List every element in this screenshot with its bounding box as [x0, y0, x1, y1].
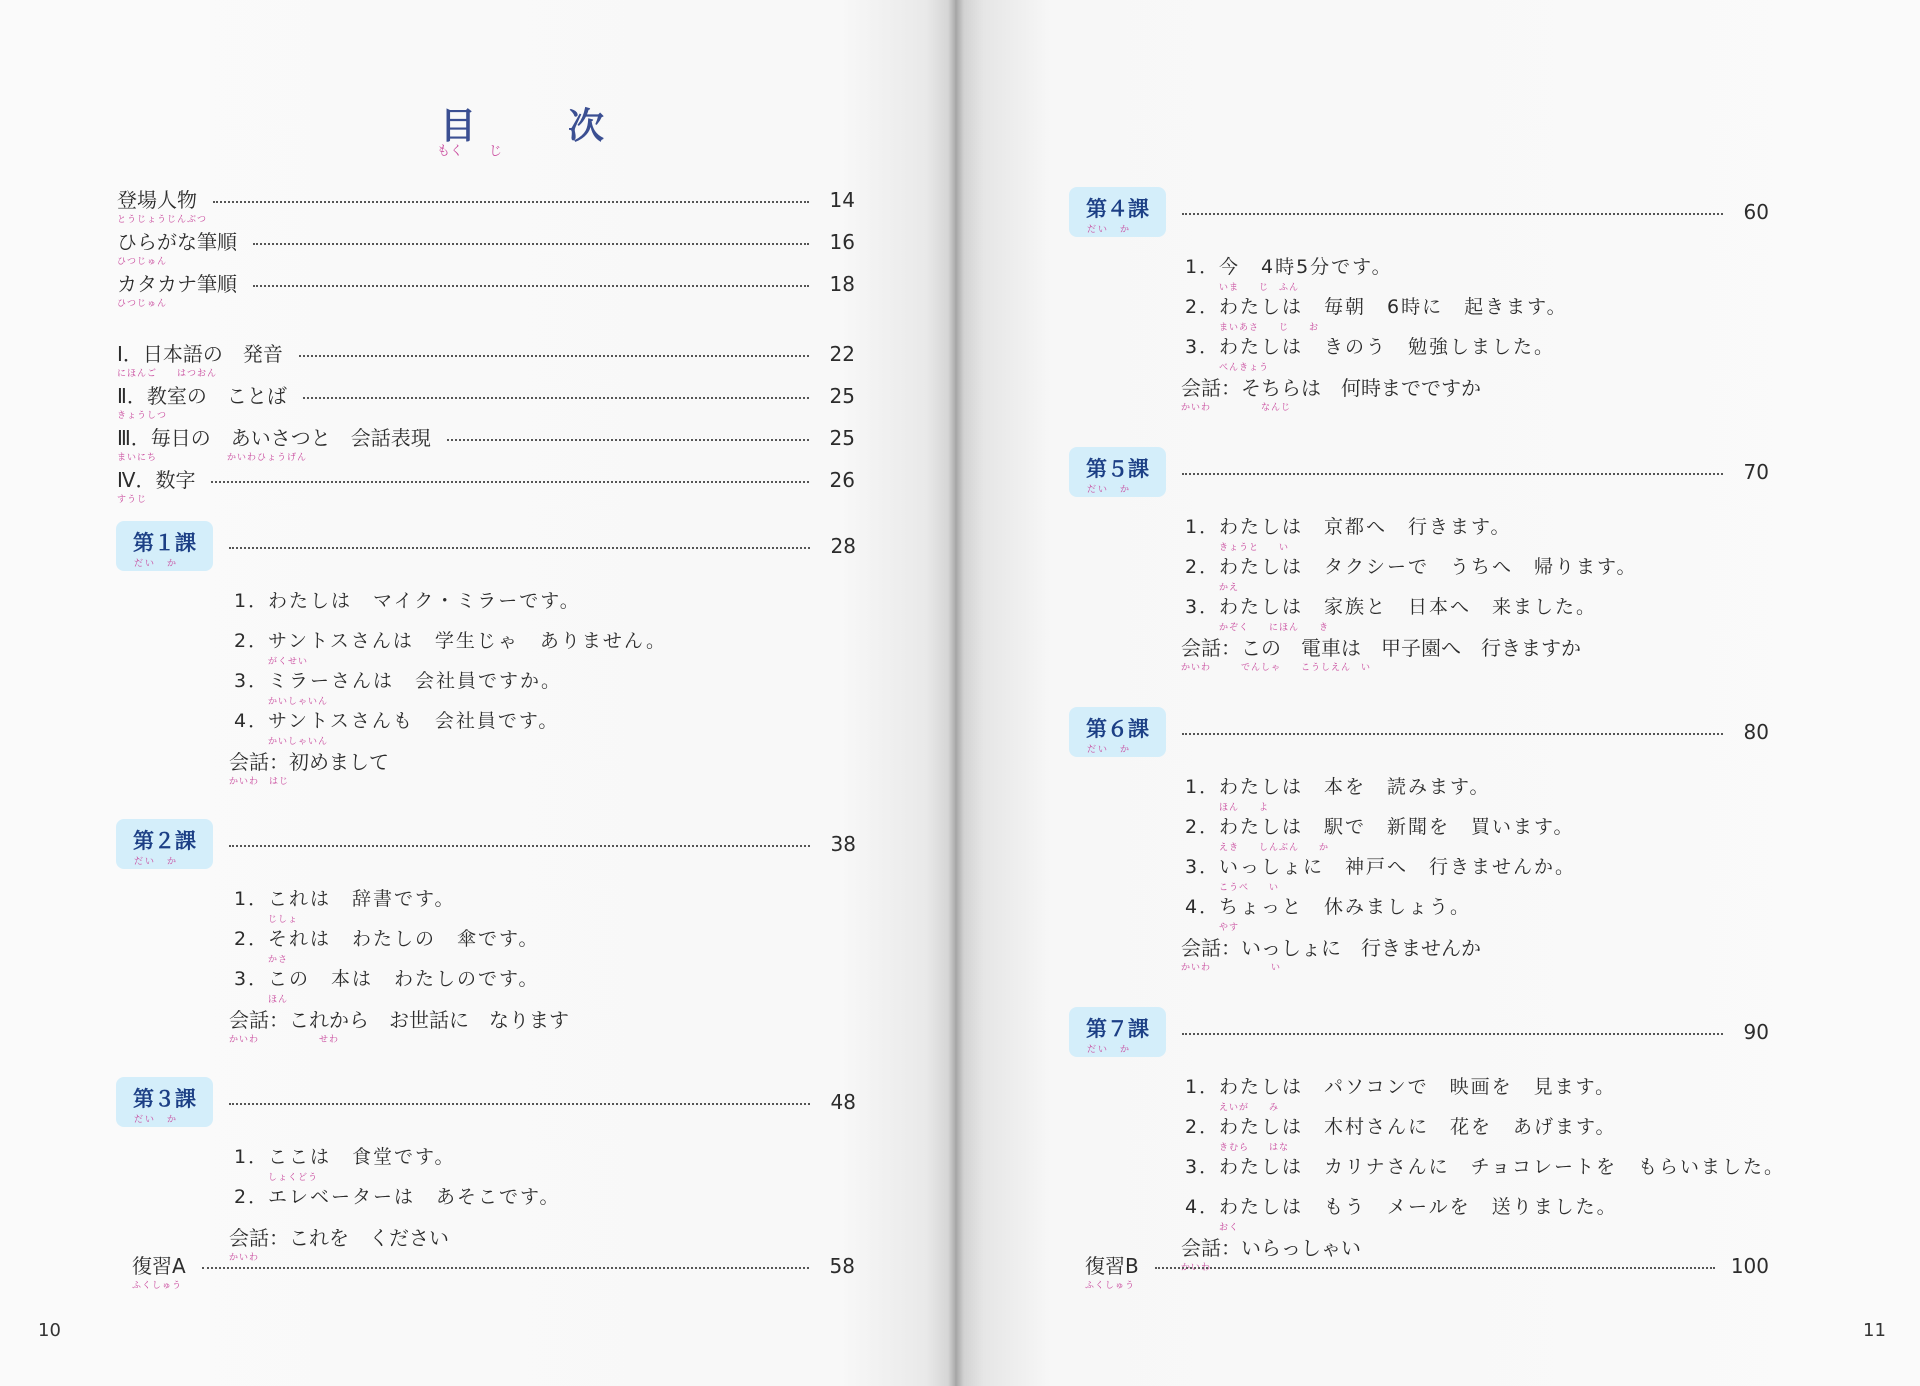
item-text: わたしは マイク・ミラーです。	[268, 590, 581, 612]
right-page	[955, 0, 1920, 1386]
lesson-ruby: だい か	[134, 857, 179, 867]
item-number: 2．	[234, 630, 270, 652]
lesson-item	[1185, 512, 1511, 552]
conversation-text: 会話：そちらは 何時までですか	[1181, 376, 1481, 400]
item-number: 2．	[1185, 556, 1221, 578]
conversation-ruby: かいわ せわ	[229, 1035, 340, 1045]
lesson-label: 第２課	[133, 829, 196, 853]
item-text: これは 辞書です。	[268, 888, 456, 910]
lesson-item	[234, 666, 562, 706]
toc-label-text: Ⅰ．日本語の 発音	[117, 341, 283, 366]
item-text: いっしょに 神戸へ 行きませんか。	[1219, 856, 1577, 878]
toc-title-ruby	[437, 140, 502, 159]
toc-label	[117, 184, 208, 225]
item-text: エレベーターは あそこです。	[268, 1186, 561, 1208]
lesson-ruby: だい か	[1087, 1045, 1132, 1055]
dot-leader	[253, 243, 809, 245]
toc-ruby: ふくしゅう	[1085, 1280, 1136, 1291]
item-ruby: かぞく にほん き	[1219, 623, 1330, 633]
toc-label	[117, 226, 237, 267]
toc-label-text: ひらがな筆順	[117, 229, 237, 254]
conversation-text: 会話：初めまして	[229, 750, 389, 774]
item-ruby: いま じ ふん	[1219, 283, 1300, 293]
item-text: わたしは 京都へ 行きます。	[1219, 516, 1512, 538]
lesson-badge	[116, 521, 213, 571]
item-text: 今 4時5分です。	[1219, 256, 1393, 278]
intro-entry	[117, 460, 855, 505]
toc-label-text: 復習B	[1085, 1253, 1139, 1278]
conversation-text: 会話：いっしょに 行きませんか	[1181, 936, 1481, 960]
lesson-badge	[116, 819, 213, 869]
intro-entry	[117, 334, 855, 379]
toc-label-text: Ⅳ．数字	[117, 467, 196, 492]
lesson-item	[1185, 552, 1637, 592]
item-text: わたしは 家族と 日本へ 来ました。	[1219, 596, 1598, 618]
item-number: 3．	[234, 670, 270, 692]
conversation-ruby: かいわ はじ	[229, 777, 290, 787]
page-number: 60	[1743, 200, 1769, 224]
dot-leader	[253, 285, 809, 287]
lesson-item	[1185, 252, 1393, 292]
lesson-heading-4	[1069, 1012, 1769, 1055]
conversation-ruby: かいわ い	[1181, 963, 1282, 973]
conversation-title	[1181, 632, 1581, 672]
lesson-badge	[1069, 707, 1166, 757]
dot-leader	[447, 439, 809, 441]
lesson-heading-1	[1069, 192, 1769, 235]
item-number: 1．	[1185, 256, 1221, 278]
item-ruby: かえ	[1219, 583, 1240, 593]
item-ruby: やす	[1219, 923, 1240, 933]
lesson-badge	[1069, 187, 1166, 237]
page-number: 58	[829, 1254, 855, 1278]
item-number: 1．	[1185, 1076, 1221, 1098]
toc-label	[117, 422, 431, 463]
lesson-label: 第７課	[1086, 1017, 1149, 1041]
lesson-item	[1185, 772, 1490, 812]
review-entry	[1085, 1246, 1769, 1291]
conversation-ruby: かいわ でんしゃ こうしえん い	[1181, 663, 1372, 673]
lesson-heading-1	[116, 526, 856, 569]
front-entry	[117, 264, 855, 309]
item-number: 2．	[234, 1186, 270, 1208]
lesson-ruby: だい か	[134, 559, 179, 569]
lesson-ruby: だい か	[1087, 745, 1132, 755]
dot-leader	[299, 355, 809, 357]
lesson-heading-2	[1069, 452, 1769, 495]
item-text: わたしは 本を 読みます。	[1219, 776, 1491, 798]
intro-entry	[117, 418, 855, 463]
lesson-item	[234, 706, 559, 746]
lesson-badge	[1069, 447, 1166, 497]
dot-leader	[1182, 733, 1723, 735]
page-number: 90	[1743, 1020, 1769, 1044]
lesson-item	[1185, 1072, 1616, 1112]
page-number: 16	[829, 230, 855, 254]
lesson-ruby: だい か	[134, 1115, 179, 1125]
page-number: 18	[829, 272, 855, 296]
toc-title-ruby-text: もく じ	[437, 144, 503, 159]
item-number: 3．	[1185, 336, 1221, 358]
item-ruby: じしょ	[268, 915, 299, 925]
lesson-item	[1185, 1112, 1616, 1152]
item-text: サントスさんは 学生じゃ ありません。	[268, 630, 668, 652]
item-text: わたしは 毎朝 6時に 起きます。	[1219, 296, 1568, 318]
dot-leader	[1182, 473, 1723, 475]
item-number: 1．	[234, 888, 270, 910]
lesson-heading-2	[116, 824, 856, 867]
item-text: わたしは 木村さんに 花を あげます。	[1219, 1116, 1617, 1138]
page-folio	[38, 1320, 61, 1341]
lesson-ruby: だい か	[1087, 225, 1132, 235]
conversation-title	[1181, 372, 1481, 412]
lesson-item	[1185, 892, 1471, 932]
left-page	[0, 0, 955, 1386]
item-ruby: おく	[1219, 1223, 1240, 1233]
conversation-ruby: かいわ なんじ	[1181, 403, 1292, 413]
lesson-item	[234, 884, 455, 924]
page-folio	[1863, 1320, 1886, 1341]
item-text: わたしは パソコンで 映画を 見ます。	[1219, 1076, 1617, 1098]
toc-label-text: 登場人物	[117, 187, 197, 212]
item-number: 1．	[234, 590, 270, 612]
item-number: 2．	[1185, 1116, 1221, 1138]
item-text: わたしは きのう 勉強しました。	[1219, 336, 1556, 358]
lesson-item	[1185, 852, 1576, 892]
page-number: 26	[829, 468, 855, 492]
toc-label-text: Ⅱ．教室の ことば	[117, 383, 287, 408]
item-ruby: こうべ い	[1219, 883, 1280, 893]
lesson-label: 第１課	[133, 531, 196, 555]
toc-ruby: きょうしつ	[117, 410, 168, 421]
review-entry	[132, 1246, 855, 1291]
dot-leader	[202, 1267, 809, 1269]
page-number: 80	[1743, 720, 1769, 744]
page-number: 100	[1730, 1254, 1769, 1278]
lesson-label: 第６課	[1086, 717, 1149, 741]
lesson-item	[234, 586, 581, 626]
item-text: ミラーさんは 会社員ですか。	[268, 670, 563, 692]
page-number: 48	[830, 1090, 856, 1114]
lesson-item	[1185, 292, 1568, 332]
folio-text: 11	[1863, 1320, 1886, 1341]
lesson-item	[1185, 592, 1597, 632]
item-text: この 本は わたしのです。	[268, 968, 540, 990]
conversation-title	[229, 746, 389, 786]
toc-ruby: ひつじゅん	[117, 298, 168, 309]
toc-ruby: にほんご はつおん	[117, 368, 218, 379]
toc-ruby: とうじょうじんぶつ	[117, 214, 208, 225]
lesson-item	[234, 1142, 455, 1182]
item-ruby: ほん	[268, 995, 289, 1005]
toc-label	[117, 380, 287, 421]
lesson-item	[1185, 1152, 1785, 1192]
lesson-badge	[1069, 1007, 1166, 1057]
item-number: 3．	[1185, 1156, 1221, 1178]
lesson-label: 第４課	[1086, 197, 1149, 221]
dot-leader	[1182, 213, 1723, 215]
lesson-item	[234, 1182, 560, 1222]
lesson-item	[234, 964, 539, 1004]
dot-leader	[229, 547, 810, 549]
item-ruby: がくせい	[268, 657, 309, 667]
page-number: 70	[1743, 460, 1769, 484]
lesson-badge	[116, 1077, 213, 1127]
item-text: サントスさんも 会社員です。	[268, 710, 560, 732]
item-number: 2．	[1185, 816, 1221, 838]
lesson-label: 第３課	[133, 1087, 196, 1111]
lesson-item	[1185, 332, 1555, 372]
item-ruby: かいしゃいん	[268, 697, 329, 707]
conversation-text: 会話：これから お世話に なります	[229, 1008, 569, 1032]
front-entry	[117, 180, 855, 225]
page-number: 14	[829, 188, 855, 212]
page-number: 38	[830, 832, 856, 856]
toc-label-text: 復習A	[132, 1253, 186, 1278]
toc-ruby: ひつじゅん	[117, 256, 168, 267]
toc-label-text: カタカナ筆順	[117, 271, 237, 296]
dot-leader	[1155, 1267, 1715, 1269]
toc-label	[132, 1250, 186, 1291]
page-number: 22	[829, 342, 855, 366]
dot-leader	[229, 1103, 810, 1105]
dot-leader	[229, 845, 810, 847]
lesson-item	[1185, 812, 1574, 852]
toc-ruby: まいにち かいわひょうげん	[117, 452, 308, 463]
book-gutter	[948, 0, 964, 1386]
item-ruby: まいあさ じ お	[1219, 323, 1320, 333]
intro-entry	[117, 376, 855, 421]
toc-label	[117, 268, 237, 309]
toc-title-text: 目 次	[440, 106, 633, 147]
lesson-heading-3	[116, 1082, 856, 1125]
toc-label	[117, 464, 196, 505]
toc-label	[1085, 1250, 1139, 1291]
page-number: 25	[829, 426, 855, 450]
toc-label-text: Ⅲ．毎日の あいさつと 会話表現	[117, 425, 431, 450]
lesson-item	[234, 626, 667, 666]
lesson-item	[234, 924, 539, 964]
item-number: 1．	[234, 1146, 270, 1168]
item-number: 1．	[1185, 516, 1221, 538]
toc-label	[117, 338, 283, 379]
toc-ruby: すうじ	[117, 494, 148, 505]
item-number: 4．	[1185, 896, 1221, 918]
item-text: わたしは 駅で 新聞を 買います。	[1219, 816, 1575, 838]
item-text: わたしは もう メールを 送りました。	[1219, 1196, 1618, 1218]
conversation-ruby: かいわ	[229, 1253, 260, 1263]
item-text: それは わたしの 傘です。	[268, 928, 540, 950]
lesson-heading-3	[1069, 712, 1769, 755]
dot-leader	[1182, 1033, 1723, 1035]
item-text: わたしは カリナさんに チョコレートを もらいました。	[1219, 1156, 1786, 1178]
lesson-item	[1185, 1192, 1618, 1232]
item-ruby: ほん よ	[1219, 803, 1270, 813]
dot-leader	[303, 397, 809, 399]
item-ruby: きょうと い	[1219, 543, 1290, 553]
item-ruby: えいが み	[1219, 1103, 1280, 1113]
item-number: 3．	[234, 968, 270, 990]
item-number: 2．	[1185, 296, 1221, 318]
item-ruby: べんきょう	[1219, 363, 1270, 373]
item-ruby: えき しんぶん か	[1219, 843, 1330, 853]
item-ruby: きむら はな	[1219, 1143, 1290, 1153]
item-number: 2．	[234, 928, 270, 950]
item-number: 4．	[234, 710, 270, 732]
conversation-text: 会話：この 電車は 甲子園へ 行きますか	[1181, 636, 1581, 660]
page-number: 25	[829, 384, 855, 408]
item-text: ここは 食堂です。	[268, 1146, 456, 1168]
conversation-text: 会話：いらっしゃい	[1181, 1236, 1361, 1260]
item-number: 3．	[1185, 596, 1221, 618]
item-number: 1．	[1185, 776, 1221, 798]
toc-ruby: ふくしゅう	[132, 1280, 183, 1291]
lesson-ruby: だい か	[1087, 485, 1132, 495]
conversation-text: 会話：これを ください	[229, 1226, 449, 1250]
conversation-title	[229, 1004, 569, 1044]
item-ruby: かさ	[268, 955, 289, 965]
lesson-label: 第５課	[1086, 457, 1149, 481]
conversation-ruby: かいわ	[1181, 1263, 1212, 1273]
page-number: 28	[830, 534, 856, 558]
folio-text: 10	[38, 1320, 61, 1341]
front-entry	[117, 222, 855, 267]
dot-leader	[213, 201, 809, 203]
item-text: わたしは タクシーで うちへ 帰ります。	[1219, 556, 1638, 578]
item-number: 3．	[1185, 856, 1221, 878]
item-number: 4．	[1185, 1196, 1221, 1218]
item-ruby: かいしゃいん	[268, 737, 329, 747]
conversation-title	[1181, 932, 1481, 972]
item-ruby: しょくどう	[268, 1173, 319, 1183]
item-text: ちょっと 休みましょう。	[1219, 896, 1472, 918]
dot-leader	[211, 481, 809, 483]
